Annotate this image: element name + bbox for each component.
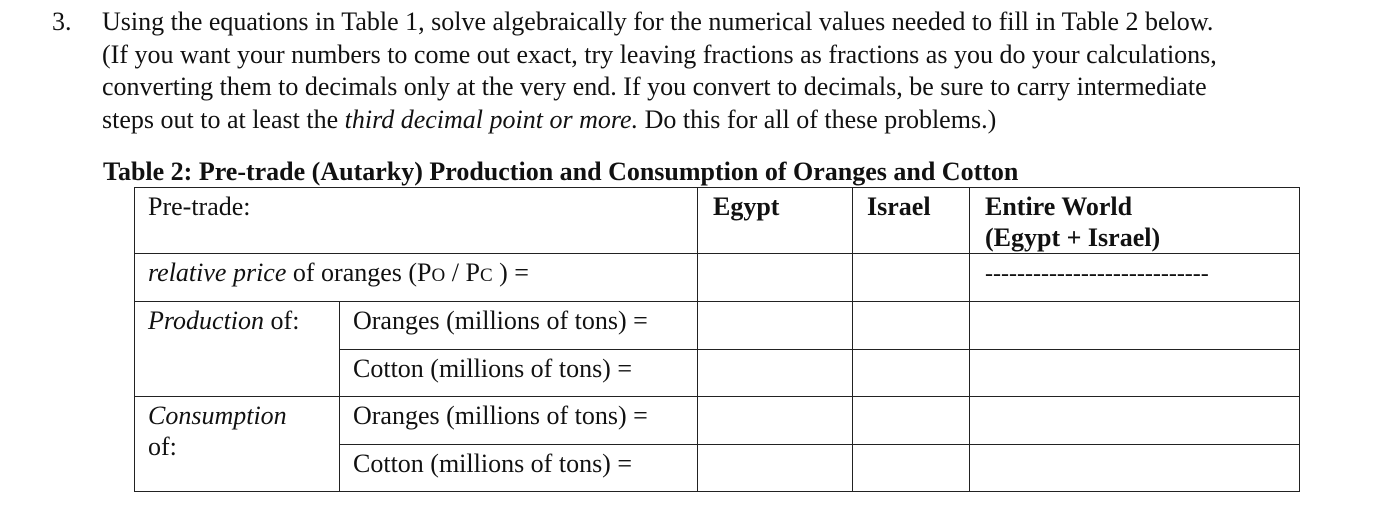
- cons-cotton-world-cell[interactable]: [970, 445, 1300, 492]
- price-world-dashes: ----------------------------: [985, 261, 1209, 287]
- cons-cotton-egypt-cell[interactable]: [698, 445, 853, 492]
- autarky-table: [134, 187, 1300, 492]
- consumption-italic-text: Consumption: [148, 401, 287, 430]
- production-label-rest: of:: [264, 306, 300, 335]
- question-line-1: Using the equations in Table 1, solve algebraically for the numerical values needed to fill in Table 2 below.: [102, 7, 1214, 36]
- relative-price-label: [135, 254, 698, 302]
- question-line-3: converting them to decimals only at the very end. If you convert to decimals, be sure to carry intermediate: [102, 72, 1207, 101]
- price-sub-c: C: [479, 265, 493, 286]
- production-label-italic: Production: [148, 306, 265, 335]
- consumption-label-italic: [148, 400, 327, 431]
- relative-price-slash: / P: [445, 258, 480, 287]
- question-text: [102, 6, 1342, 136]
- question-line-4-end: Do this for all of these problems.): [638, 104, 997, 134]
- prod-oranges-world-cell[interactable]: [970, 302, 1300, 350]
- relative-price-row: [135, 254, 1300, 302]
- cons-oranges-israel-cell[interactable]: [853, 397, 970, 445]
- consumption-label: [135, 397, 340, 492]
- header-world-line2: (Egypt + Israel): [985, 223, 1161, 252]
- prod-cotton-israel-cell[interactable]: [853, 350, 970, 397]
- header-row: [135, 188, 1300, 254]
- table-title: Table 2: Pre-trade (Autarky) Production and Consumption of Oranges and Cotton: [103, 157, 1019, 186]
- price-world-cell: [970, 254, 1300, 302]
- production-oranges-label: Oranges (millions of tons) =: [340, 302, 698, 350]
- production-cotton-label: Cotton (millions of tons) =: [340, 350, 698, 397]
- relative-price-text1: of oranges (P: [286, 258, 432, 287]
- question-line-4: [102, 104, 1342, 137]
- header-entire-world: [970, 188, 1300, 254]
- question-line-4-start: steps out to at least the: [102, 104, 345, 134]
- price-egypt-cell[interactable]: [698, 254, 853, 302]
- prod-cotton-world-cell[interactable]: [970, 350, 1300, 397]
- relative-price-italic: relative price: [148, 258, 287, 287]
- consumption-cotton-label: Cotton (millions of tons) =: [340, 445, 698, 492]
- production-label: [135, 302, 340, 397]
- production-oranges-row: [135, 302, 1300, 350]
- question-number: 3.: [52, 7, 72, 36]
- cons-cotton-israel-cell[interactable]: [853, 445, 970, 492]
- price-israel-cell[interactable]: [853, 254, 970, 302]
- header-world-line1: Entire World: [985, 192, 1133, 221]
- consumption-oranges-row: [135, 397, 1300, 445]
- relative-price-text2: ) =: [492, 258, 529, 287]
- header-egypt: Egypt: [698, 188, 853, 254]
- price-sub-o: O: [431, 265, 446, 286]
- question-line-2: (If you want your numbers to come out exact, try leaving fractions as fractions as you do your calculations,: [102, 39, 1217, 69]
- cons-oranges-egypt-cell[interactable]: [698, 397, 853, 445]
- prod-cotton-egypt-cell[interactable]: [698, 350, 853, 397]
- prod-oranges-israel-cell[interactable]: [853, 302, 970, 350]
- consumption-oranges-label: Oranges (millions of tons) =: [340, 397, 698, 445]
- cons-oranges-world-cell[interactable]: [970, 397, 1300, 445]
- prod-oranges-egypt-cell[interactable]: [698, 302, 853, 350]
- header-pretrade-label: Pre-trade:: [135, 188, 698, 254]
- consumption-label-rest: of:: [148, 432, 177, 461]
- question-line-4-emphasis: third decimal point or more.: [344, 104, 639, 134]
- header-israel: Israel: [853, 188, 970, 254]
